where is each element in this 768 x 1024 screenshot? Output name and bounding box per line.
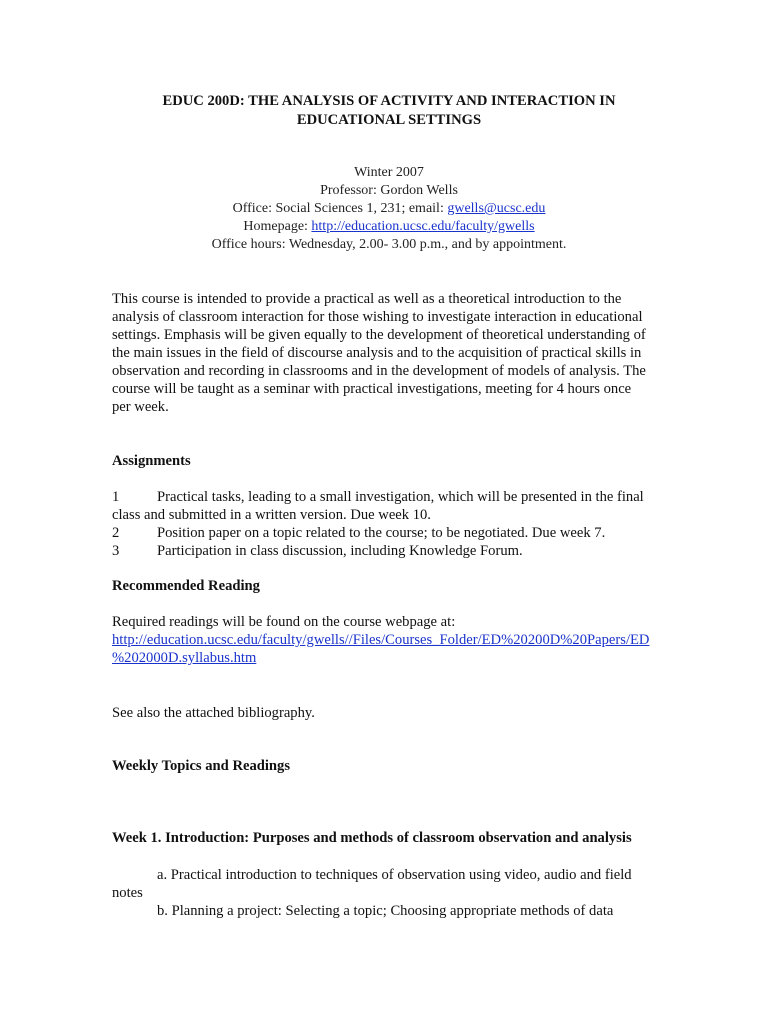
assignment-number: 3 (112, 543, 120, 559)
weekly-topics-heading: Weekly Topics and Readings (112, 758, 291, 774)
reading-intro: Required readings will be found on the course webpage at: (112, 614, 456, 630)
week1-item-a-continued: notes (112, 885, 143, 901)
intro-line-1: This course is intended to provide a practical as well as a theoretical introduction to the (112, 291, 622, 307)
intro-line-4: the main issues in the field of discourse analysis and to the acquisition of practical skills in (112, 345, 642, 361)
url-line-1[interactable]: http://education.ucsc.edu/faculty/gwells//Files/Courses_Folder/ED%20200D%20Papers/ED (112, 632, 650, 648)
assignment-item (112, 488, 668, 506)
assignment-text: Position paper on a topic related to the course; to be negotiated. Due week 7. (157, 525, 606, 541)
course-info (112, 164, 666, 254)
homepage-link[interactable]: http://education.ucsc.edu/faculty/gwells (311, 219, 535, 234)
assignment-text: Participation in class discussion, including Knowledge Forum. (157, 543, 523, 559)
intro-line-7: per week. (112, 399, 169, 415)
intro-paragraph (112, 290, 668, 416)
office-prefix: Office: Social Sciences 1, 231; email: (232, 201, 448, 216)
assignment-list (112, 488, 668, 560)
title-line-2: EDUCATIONAL SETTINGS (296, 112, 482, 128)
email-link[interactable]: gwells@ucsc.edu (447, 201, 546, 216)
title-line-1: EDUC 200D: THE ANALYSIS OF ACTIVITY AND INTERACTION IN (162, 93, 616, 109)
office-line (112, 200, 666, 218)
see-also: See also the attached bibliography. (112, 705, 315, 721)
assignment-number: 2 (112, 525, 120, 541)
intro-line-2: analysis of classroom interaction for those wishing to investigate interaction in educational (112, 309, 643, 325)
week1-item-b: b. Planning a project: Selecting a topic; Choosing appropriate methods of data (157, 903, 614, 919)
recommended-reading-heading: Recommended Reading (112, 578, 260, 594)
assignment-number: 1 (112, 489, 120, 505)
week1-item-a: a. Practical introduction to techniques of observation using video, audio and field (157, 867, 632, 883)
intro-line-5: observation and recording in classrooms and in the development of models of analysis. The (112, 363, 646, 379)
assignment-item (112, 542, 668, 560)
intro-line-6: course will be taught as a seminar with practical investigations, meeting for 4 hours once (112, 381, 632, 397)
assignment-text: Practical tasks, leading to a small investigation, which will be presented in the final (157, 489, 644, 505)
week1-heading: Week 1. Introduction: Purposes and methods of classroom observation and analysis (112, 830, 632, 846)
professor: Professor: Gordon Wells (320, 183, 458, 198)
office-hours: Office hours: Wednesday, 2.00- 3.00 p.m., and by appointment. (211, 237, 567, 252)
homepage-prefix: Homepage: (243, 219, 312, 234)
assignment-text-continued: class and submitted in a written version. Due week 10. (112, 507, 431, 523)
url-line-2[interactable]: %202000D.syllabus.htm (112, 650, 257, 666)
assignment-item (112, 524, 668, 542)
assignments-heading: Assignments (112, 453, 191, 469)
document-title (112, 92, 666, 130)
homepage-line (112, 218, 666, 236)
term: Winter 2007 (354, 165, 424, 180)
course-webpage-link[interactable] (112, 631, 668, 667)
intro-line-3: settings. Emphasis will be given equally to the development of theoretical understanding of (112, 327, 646, 343)
week1-items (112, 866, 668, 920)
